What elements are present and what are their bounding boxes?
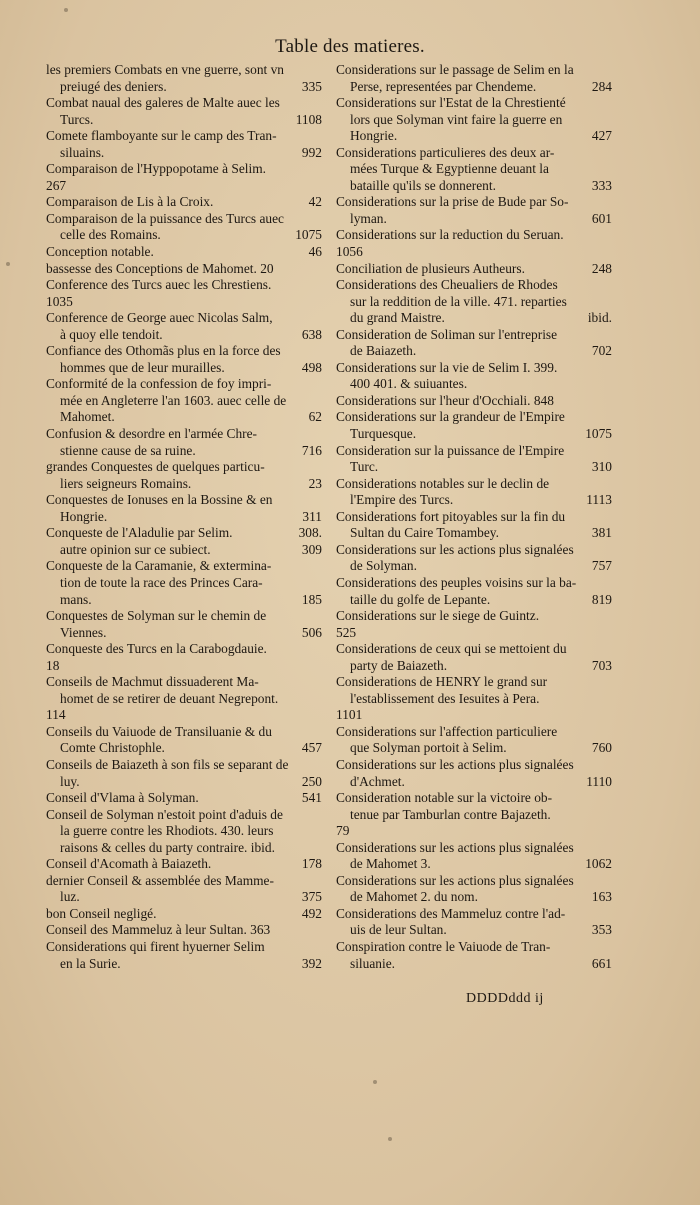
index-line: 1056 [336, 244, 363, 260]
index-page-number: 46 [308, 244, 322, 260]
index-page-number: 498 [301, 359, 322, 375]
index-page-number: 457 [301, 740, 322, 756]
index-page-number: 335 [301, 78, 322, 94]
index-entry-text: de Baiazeth. [350, 343, 417, 359]
index-line [336, 558, 612, 575]
ink-speck [64, 8, 68, 12]
index-line: Conspiration contre le Vaiuode de Tran- [336, 938, 551, 954]
index-line: 1035 [46, 293, 73, 309]
index-line: l'establissement des Iesuites à Pera. [350, 690, 540, 706]
index-line [336, 922, 612, 939]
index-line: Considerations notables sur le declin de [336, 475, 550, 491]
index-line: Considerations des peuples voisins sur la ba- [336, 574, 577, 590]
index-line: bassesse des Conceptions de Mahomet. 20 [46, 260, 274, 276]
index-line: Conseil des Mammeluz à leur Sultan. 363 [46, 922, 271, 938]
index-line [336, 426, 612, 443]
index-line [46, 956, 322, 973]
index-line: Conquestes de Ionuses en la Bossine & en [46, 492, 273, 508]
index-entry-text: Turcs. [60, 111, 94, 127]
index-line [46, 856, 322, 873]
index-page-number: 1110 [586, 773, 612, 789]
index-line [46, 476, 322, 493]
index-page-number: 310 [591, 459, 612, 475]
index-line: tenue par Tamburlan contre Bajazeth. [350, 806, 551, 822]
index-line: mée en Angleterre l'an 1603. auec celle de [60, 392, 287, 408]
index-line: Considerations des Cheualiers de Rhodes [336, 277, 558, 293]
index-line [46, 889, 322, 906]
index-page-number: 42 [308, 194, 322, 210]
index-line [336, 261, 612, 278]
index-page-number: 716 [301, 442, 322, 458]
index-page-number: 308. [298, 525, 322, 541]
index-entry-text: Mahomet. [60, 409, 115, 425]
index-line [336, 211, 612, 228]
index-line: Considerations sur les actions plus signalées [336, 541, 574, 557]
index-page-number: 1075 [295, 227, 322, 243]
index-line: Considerations sur l'heur d'Occhiali. 848 [336, 392, 554, 408]
index-line [46, 592, 322, 609]
index-line: Comete flamboyante sur le camp des Tran- [46, 128, 277, 144]
index-page-number: 392 [301, 955, 322, 971]
index-page-number: 185 [301, 591, 322, 607]
index-line: Conseils de Machmut dissuaderent Ma- [46, 674, 259, 690]
index-entry-text: à quoy elle tendoit. [60, 326, 163, 342]
index-line [46, 625, 322, 642]
index-line: Considerations de ceux qui se mettoient du [336, 641, 567, 657]
index-entry-text: Comte Christophle. [60, 740, 165, 756]
index-line: 79 [336, 823, 350, 839]
index-entry-text: luy. [60, 773, 80, 789]
index-entry-text: Turc. [350, 459, 379, 475]
index-line: raisons & celles du party contraire. ibid. [60, 839, 275, 855]
index-entry-text: Hongrie. [350, 128, 398, 144]
index-line [46, 327, 322, 344]
index-page-number: 819 [591, 591, 612, 607]
index-line: grandes Conquestes de quelques particu- [46, 459, 265, 475]
index-entry-text: de Mahomet 2. du nom. [350, 889, 478, 905]
index-line: Conqueste de la Caramanie, & extermina- [46, 558, 272, 574]
index-line [336, 310, 612, 327]
index-line: 114 [46, 707, 66, 723]
index-entry-text: mans. [60, 591, 92, 607]
index-page-number: 703 [591, 657, 612, 673]
index-line [336, 774, 612, 791]
index-line: Considerations particulieres des deux ar- [336, 144, 555, 160]
index-line: Considerations sur la reduction du Seruan. [336, 227, 564, 243]
index-line: 525 [336, 624, 357, 640]
index-line: Considerations sur la vie de Selim I. 399. [336, 359, 558, 375]
index-page-number: 757 [591, 558, 612, 574]
index-line [336, 128, 612, 145]
index-line [46, 145, 322, 162]
index-line [46, 740, 322, 757]
index-page-number: 309 [301, 541, 322, 557]
index-line: les premiers Combats en vne guerre, sont vn [46, 62, 284, 77]
ink-speck [6, 262, 10, 266]
index-entry-text: Perse, representées par Chendeme. [350, 78, 537, 94]
index-entry-text: Turquesque. [350, 426, 417, 442]
index-line: Considerations sur les actions plus signalées [336, 872, 574, 888]
index-page-number: 1062 [585, 856, 612, 872]
index-entry-text: Sultan du Caire Tomambey. [350, 525, 499, 541]
index-page-number: 760 [591, 740, 612, 756]
index-entry-text: party de Baiazeth. [350, 657, 448, 673]
index-entry-text: luz. [60, 889, 80, 905]
index-entry-text: Conception notable. [46, 244, 154, 260]
index-page-number: 1108 [295, 111, 322, 127]
index-entry-text: de Mahomet 3. [350, 856, 431, 872]
index-entry-text: l'Empire des Turcs. [350, 492, 454, 508]
index-line [336, 343, 612, 360]
signature-mark: DDDDddd ij [466, 991, 544, 1006]
index-line: Considerations sur le siege de Guintz. [336, 608, 540, 624]
index-line: Considerations de HENRY le grand sur [336, 674, 548, 690]
index-entry-text: Conciliation de plusieurs Autheurs. [336, 260, 525, 276]
ink-speck [388, 1137, 392, 1141]
index-line: Considerations des Mammeluz contre l'ad- [336, 905, 566, 921]
index-entry-text: Viennes. [60, 624, 107, 640]
index-line [46, 774, 322, 791]
index-line: Considerations sur les actions plus signalées [336, 839, 574, 855]
index-entry-text: en la Surie. [60, 955, 121, 971]
index-line: Conseils de Baiazeth à son fils se separant de [46, 756, 289, 772]
index-line: Considerations sur l'affection particuliere [336, 723, 558, 739]
index-line [336, 658, 612, 675]
index-line [46, 525, 322, 542]
index-entry-text: hommes que de leur murailles. [60, 359, 225, 375]
index-line: Consideration notable sur la victoire ob- [336, 790, 553, 806]
index-line: mées Turque & Egyptienne deuant la [350, 161, 549, 177]
index-entry-text: siluains. [60, 144, 105, 160]
index-line [46, 112, 322, 129]
index-page-number: 992 [301, 144, 322, 160]
index-entry-text: Comparaison de Lis à la Croix. [46, 194, 214, 210]
index-page-number: 702 [591, 343, 612, 359]
index-entry-text: d'Achmet. [350, 773, 405, 789]
index-entry-text: stienne cause de sa ruine. [60, 442, 196, 458]
index-line [46, 79, 322, 96]
index-line: Consideration sur la puissance de l'Empire [336, 442, 565, 458]
index-page-number: 601 [591, 210, 612, 226]
index-page-number: ibid. [587, 310, 612, 326]
index-page-number: 178 [301, 856, 322, 872]
index-line: Conference de George auec Nicolas Salm, [46, 310, 273, 326]
index-column-left [46, 62, 322, 972]
index-entry-text: du grand Maistre. [350, 310, 445, 326]
index-entry-text: Hongrie. [60, 508, 108, 524]
index-entry-text: bon Conseil negligé. [46, 905, 157, 921]
index-page-number: 541 [301, 790, 322, 806]
index-line: Considerations sur le passage de Selim en la [336, 62, 574, 77]
index-page-number: 506 [301, 624, 322, 640]
index-line [336, 178, 612, 195]
index-page-number: 381 [591, 525, 612, 541]
index-line [336, 856, 612, 873]
index-line [336, 459, 612, 476]
index-page-number: 23 [308, 475, 322, 491]
index-page-number: 248 [591, 260, 612, 276]
index-line: Considerations sur l'Estat de la Chrestienté [336, 95, 566, 111]
index-page-number: 353 [591, 922, 612, 938]
index-page-number: 492 [301, 905, 322, 921]
index-entry-text: taille du golfe de Lepante. [350, 591, 491, 607]
index-entry-text: siluanie. [350, 955, 395, 971]
index-entry-text: liers seigneurs Romains. [60, 475, 192, 491]
index-line: Conquestes de Solyman sur le chemin de [46, 608, 267, 624]
index-entry-text: preiugé des deniers. [60, 78, 167, 94]
index-line [336, 956, 612, 973]
index-line: Considerations sur les actions plus signalées [336, 756, 574, 772]
index-page-number: 163 [591, 889, 612, 905]
index-line [46, 194, 322, 211]
index-line: sur la reddition de la ville. 471. reparties [350, 293, 567, 309]
index-line: tion de toute la race des Princes Cara- [60, 574, 263, 590]
index-entry-text: bataille qu'ils se donnerent. [350, 177, 496, 193]
index-line [46, 409, 322, 426]
index-line [46, 227, 322, 244]
index-page-number: 1075 [585, 426, 612, 442]
index-line: Considerations sur la prise de Bude par So- [336, 194, 569, 210]
index-page-number: 1113 [586, 492, 612, 508]
index-entry-text: autre opinion sur ce subiect. [60, 541, 211, 557]
index-page-number: 375 [301, 889, 322, 905]
index-page-number: 250 [301, 773, 322, 789]
index-line: dernier Conseil & assemblée des Mamme- [46, 872, 274, 888]
index-entry-text: lyman. [350, 210, 387, 226]
index-line: Comparaison de la puissance des Turcs auec [46, 210, 285, 226]
index-line [336, 525, 612, 542]
index-page-number: 62 [308, 409, 322, 425]
index-entry-text: celle des Romains. [60, 227, 161, 243]
index-line [46, 360, 322, 377]
index-line: Considerations sur la grandeur de l'Empire [336, 409, 565, 425]
index-page-number: 333 [591, 177, 612, 193]
index-entry-text: Conseil d'Acomath à Baiazeth. [46, 856, 212, 872]
index-line [46, 542, 322, 559]
index-line: Consideration de Soliman sur l'entreprise [336, 326, 558, 342]
index-entry-text: que Solyman portoit à Selim. [350, 740, 507, 756]
index-page-number: 311 [302, 508, 322, 524]
index-line: Comparaison de l'Hyppopotame à Selim. [46, 161, 266, 177]
index-line [336, 740, 612, 757]
index-line: 1101 [336, 707, 363, 723]
index-line: 267 [46, 177, 67, 193]
index-page-number: 661 [591, 955, 612, 971]
index-line [46, 244, 322, 261]
index-line [46, 790, 322, 807]
index-entry-text: uis de leur Sultan. [350, 922, 447, 938]
index-line: 18 [46, 657, 60, 673]
index-page-number: 284 [591, 78, 612, 94]
index-entry-text: Conqueste de l'Aladulie par Selim. [46, 525, 233, 541]
index-line [336, 592, 612, 609]
index-line: Considerations qui firent hyuerner Selim [46, 938, 265, 954]
index-line: Conformité de la confession de foy impri- [46, 376, 272, 392]
index-line [336, 79, 612, 96]
index-page-number: 638 [301, 326, 322, 342]
index-column-right [336, 62, 612, 972]
index-line: Conqueste des Turcs en la Carabogdauie. [46, 641, 267, 657]
index-line: Confusion & desordre en l'armée Chre- [46, 426, 258, 442]
index-page-number: 427 [591, 128, 612, 144]
index-line: Confiance des Othomãs plus en la force des [46, 343, 281, 359]
index-line [46, 443, 322, 460]
index-line [46, 509, 322, 526]
ink-speck [373, 1080, 377, 1084]
index-entry-text: Conseil d'Vlama à Solyman. [46, 790, 199, 806]
index-line: Combat naual des galeres de Malte auec les [46, 95, 280, 111]
index-line: homet de se retirer de deuant Negrepont. [60, 690, 279, 706]
index-entry-text: de Solyman. [350, 558, 417, 574]
page-title: Table des matieres. [275, 36, 425, 57]
index-line: 400 401. & suiuantes. [350, 376, 468, 392]
index-line [46, 906, 322, 923]
index-line [336, 492, 612, 509]
index-line: la guerre contre les Rhodiots. 430. leurs [60, 823, 274, 839]
index-line: Conseils du Vaiuode de Transiluanie & du [46, 723, 272, 739]
index-line: Conseil de Solyman n'estoit point d'aduis de [46, 806, 283, 822]
index-line: Conference des Turcs auec les Chrestiens. [46, 277, 272, 293]
index-line: lors que Solyman vint faire la guerre en [350, 111, 563, 127]
index-line [336, 889, 612, 906]
index-line: Considerations fort pitoyables sur la fin du [336, 508, 566, 524]
